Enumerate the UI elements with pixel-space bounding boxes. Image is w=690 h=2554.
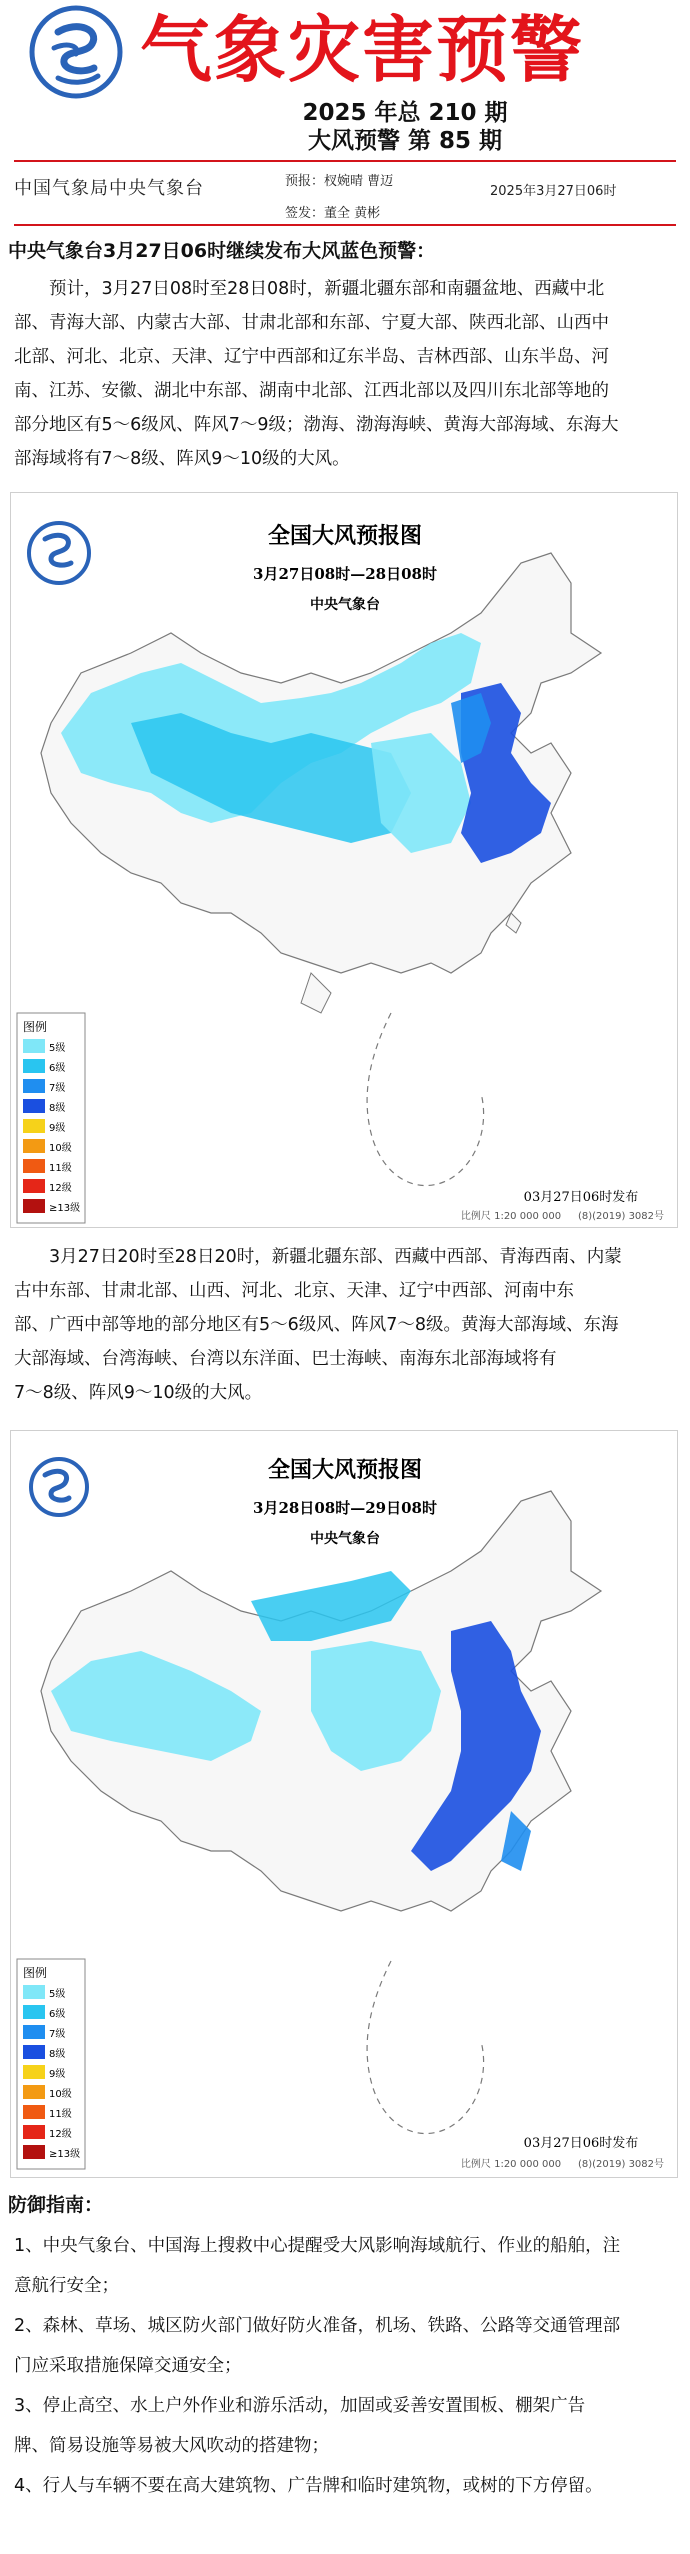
guide-line: 牌、简易设施等易被大风吹动的搭建物； bbox=[14, 2436, 329, 2456]
map-period: 3月27日08时—28日08时 bbox=[253, 565, 437, 583]
legend-swatch bbox=[23, 1119, 45, 1133]
legend-label: 5级 bbox=[49, 1989, 66, 2000]
para2-line: 古中东部、甘肃北部、山西、河北、北京、天津、辽宁中西部、河南中东 bbox=[14, 1281, 574, 1301]
legend-label: ≥13级 bbox=[49, 1203, 81, 1214]
legend-label: 12级 bbox=[49, 1183, 72, 1194]
legend-swatch bbox=[23, 1139, 45, 1153]
guide-line: 门应采取措施保障交通安全； bbox=[14, 2356, 242, 2376]
legend-swatch bbox=[23, 1099, 45, 1113]
map-period: 3月28日08时—29日08时 bbox=[253, 1499, 437, 1517]
para1-line: 部、青海大部、内蒙古大部、甘肃北部和东部、宁夏大部、陕西北部、山西中 bbox=[14, 313, 609, 333]
page-title: 气象灾害预警 bbox=[140, 7, 585, 92]
legend-label: 11级 bbox=[49, 2109, 72, 2120]
map-logo-icon bbox=[31, 1459, 87, 1515]
legend-label: 7级 bbox=[49, 1083, 66, 1094]
para2-line: 部、广西中部等地的部分地区有5～6级风、阵风7～8级。黄海大部海域、东海 bbox=[14, 1315, 619, 1335]
legend-label: 10级 bbox=[49, 2089, 72, 2100]
para2-line: 大部海域、台湾海峡、台湾以东洋面、巴士海峡、南海东北部海域将有 bbox=[14, 1349, 557, 1369]
map-scale: 比例尺 1:20 000 000 bbox=[460, 2159, 562, 2170]
guide-line: 2、森林、草场、城区防火部门做好防火准备，机场、铁路、公路等交通管理部 bbox=[14, 2316, 621, 2336]
legend-label: 6级 bbox=[49, 1063, 66, 1074]
guide-line: 1、中央气象台、中国海上搜救中心提醒受大风影响海域航行、作业的船舶，注 bbox=[14, 2236, 621, 2256]
guide-line: 3、停止高空、水上户外作业和游乐活动，加固或妥善安置围板、棚架广告 bbox=[14, 2396, 586, 2416]
legend-title: 图例 bbox=[23, 1966, 48, 1980]
para2-line: 3月27日20时至28日20时，新疆北疆东部、西藏中西部、青海西南、内蒙 bbox=[49, 1247, 622, 1267]
legend-label: 5级 bbox=[49, 1043, 66, 1054]
map-legend bbox=[17, 1013, 85, 1223]
legend-swatch bbox=[23, 2065, 45, 2079]
para1-line: 部分地区有5～6级风、阵风7～9级；渤海、渤海海峡、黄海大部海域、东海大 bbox=[14, 415, 619, 435]
guide-line: 4、行人与车辆不要在高大建筑物、广告牌和临时建筑物，或树的下方停留。 bbox=[14, 2476, 603, 2496]
para2-line: 7～8级、阵风9～10级的大风。 bbox=[14, 1383, 263, 1403]
map-scale: 比例尺 1:20 000 000 bbox=[460, 1211, 562, 1222]
legend-swatch bbox=[23, 1159, 45, 1173]
legend-swatch bbox=[23, 1199, 45, 1213]
forecaster-line: 预报：杈婉晴 曹迈 bbox=[285, 174, 394, 189]
legend-label: ≥13级 bbox=[49, 2149, 81, 2160]
para1-line: 预计，3月27日08时至28日08时，新疆北疆东部和南疆盆地、西藏中北 bbox=[49, 279, 605, 299]
defense-guide bbox=[14, 2226, 676, 2506]
legend-label: 10级 bbox=[49, 1143, 72, 1154]
map-legend bbox=[17, 1959, 85, 2169]
map-footer: 03月27日06时发布 bbox=[523, 2136, 639, 2151]
guide-line: 意航行安全； bbox=[14, 2276, 119, 2296]
para1-line: 部海域将有7～8级、阵风9～10级的大风。 bbox=[14, 449, 350, 469]
legend-label: 8级 bbox=[49, 2049, 66, 2060]
legend-label: 9级 bbox=[49, 2069, 66, 2080]
map-title: 全国大风预报图 bbox=[267, 1457, 423, 1483]
issue-total: 2025 年总 210 期 bbox=[302, 100, 508, 126]
issue-number: 大风预警 第 85 期 bbox=[307, 128, 503, 154]
legend-swatch bbox=[23, 2045, 45, 2059]
wind-map-1-canvas bbox=[11, 493, 678, 1228]
legend-swatch bbox=[23, 2125, 45, 2139]
header-divider-top bbox=[14, 160, 676, 162]
issuing-organization: 中国气象局中央气象台 bbox=[14, 178, 204, 199]
guide-title: 防御指南： bbox=[8, 2194, 104, 2216]
wind-map-2-canvas bbox=[11, 1431, 678, 2178]
south-sea-boundary bbox=[367, 1961, 484, 2134]
legend-swatch bbox=[23, 1039, 45, 1053]
wind-map-1 bbox=[10, 492, 678, 1228]
forecast-paragraph-2 bbox=[14, 1240, 676, 1410]
para1-line: 北部、河北、北京、天津、辽宁中西部和辽东半岛、吉林西部、山东半岛、河 bbox=[14, 347, 609, 367]
map-footer: 03月27日06时发布 bbox=[523, 1190, 639, 1205]
legend-swatch bbox=[23, 2025, 45, 2039]
legend-label: 11级 bbox=[49, 1163, 72, 1174]
legend-swatch bbox=[23, 1079, 45, 1093]
forecast-paragraph-1 bbox=[14, 272, 676, 476]
legend-title: 图例 bbox=[23, 1020, 48, 1034]
header-divider-bottom bbox=[14, 224, 676, 226]
warning-header bbox=[0, 0, 690, 221]
legend-swatch bbox=[23, 2085, 45, 2099]
legend-swatch bbox=[23, 1059, 45, 1073]
map-title: 全国大风预报图 bbox=[267, 523, 423, 549]
map-issuer: 中央气象台 bbox=[310, 1531, 380, 1547]
map-issuer: 中央气象台 bbox=[310, 597, 380, 613]
cma-logo-icon bbox=[28, 4, 124, 100]
south-sea-boundary bbox=[367, 1013, 484, 1186]
legend-label: 12级 bbox=[49, 2129, 72, 2140]
issue-date: 2025年3月27日06时 bbox=[490, 184, 617, 199]
para1-line: 南、江苏、安徽、湖北中东部、湖南中北部、江西北部以及四川东北部等地的 bbox=[14, 381, 609, 401]
legend-swatch bbox=[23, 2145, 45, 2159]
legend-label: 7级 bbox=[49, 2029, 66, 2040]
map-logo-icon bbox=[29, 523, 89, 583]
legend-label: 9级 bbox=[49, 1123, 66, 1134]
map-review-number: (8)(2019) 3082号 bbox=[577, 1211, 665, 1222]
legend-label: 8级 bbox=[49, 1103, 66, 1114]
map-review-number: (8)(2019) 3082号 bbox=[577, 2159, 665, 2170]
legend-label: 6级 bbox=[49, 2009, 66, 2020]
legend-swatch bbox=[23, 1985, 45, 1999]
legend-swatch bbox=[23, 1179, 45, 1193]
legend-swatch bbox=[23, 2005, 45, 2019]
signer-line: 签发：董全 黄彬 bbox=[285, 206, 381, 221]
legend-swatch bbox=[23, 2105, 45, 2119]
wind-map-2 bbox=[10, 1430, 678, 2178]
headline: 中央气象台3月27日06时继续发布大风蓝色预警： bbox=[8, 240, 436, 262]
